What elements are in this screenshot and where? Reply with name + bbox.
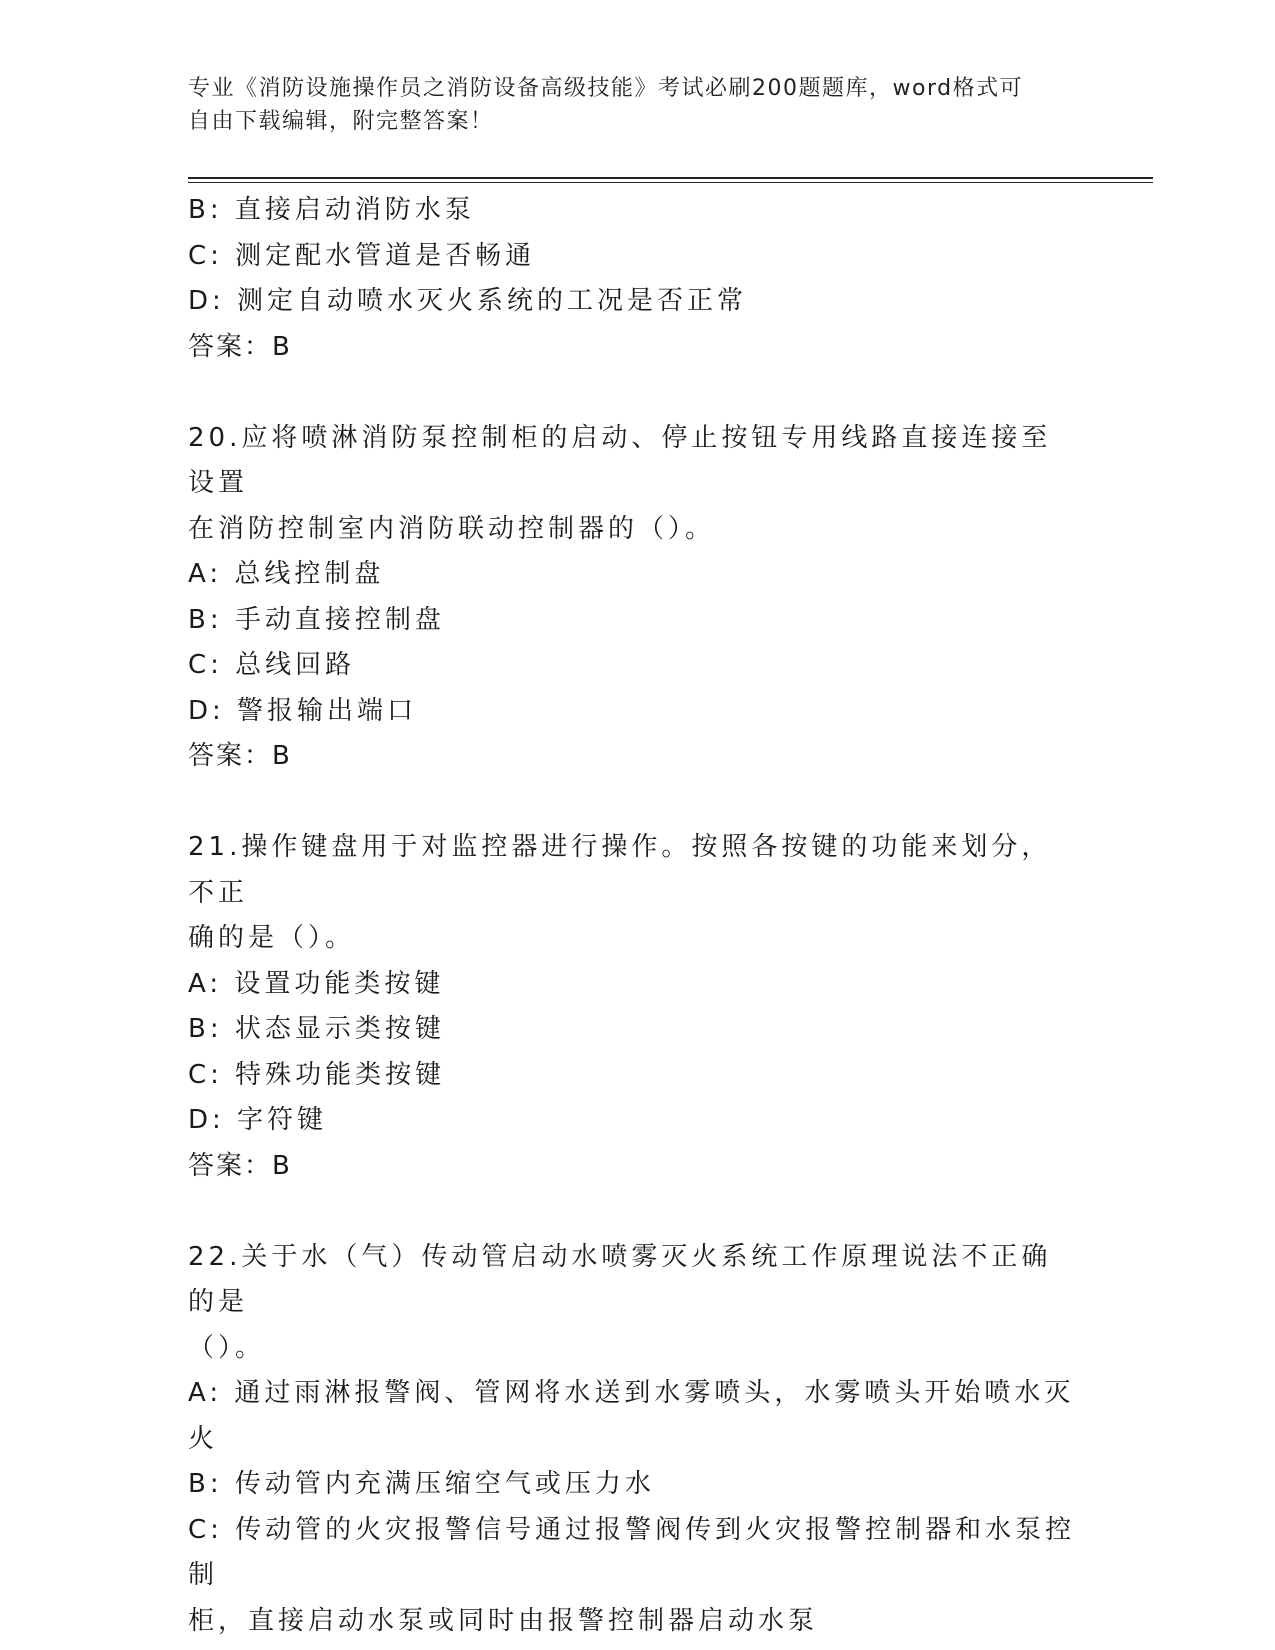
document-body (188, 188, 1078, 1644)
option-b: B: 手动直接控制盘 (188, 604, 445, 635)
answer-line: 答案：B (188, 1150, 292, 1181)
option-c-continued: 柜，直接启动水泵或同时由报警控制器启动水泵 (188, 1605, 819, 1636)
question-text-line: 在消防控制室内消防联动控制器的（）。 (188, 513, 716, 544)
header-line-2: 自由下载编辑，附完整答案！ (188, 109, 494, 134)
question-text-line: 22.关于水（气）传动管启动水喷雾灭火系统工作原理说法不正确的是 (188, 1241, 1052, 1317)
option-d: D: 测定自动喷水灭火系统的工况是否正常 (188, 286, 748, 316)
option-a: A: 设置功能类按键 (188, 968, 445, 999)
answer-line: 答案：B (188, 331, 292, 362)
question-22 (188, 1235, 1078, 1645)
option-c: C: 测定配水管道是否畅通 (188, 240, 536, 271)
question-text-line: 确的是（）。 (188, 923, 356, 953)
answer-line: 答案：B (188, 741, 292, 771)
question-20 (188, 416, 1078, 780)
option-d: D: 警报输出端口 (188, 695, 418, 726)
question-21 (188, 825, 1078, 1189)
question-text-line: （）。 (188, 1332, 266, 1363)
option-b: B: 状态显示类按键 (188, 1014, 445, 1044)
option-b: B: 传动管内充满压缩空气或压力水 (188, 1469, 655, 1499)
question-text-line: 20.应将喷淋消防泵控制柜的启动、停止按钮专用线路直接连接至设置 (188, 422, 1052, 498)
option-a: A: 总线控制盘 (188, 559, 385, 589)
option-b: B: 直接启动消防水泵 (188, 195, 475, 225)
option-c: C: 特殊功能类按键 (188, 1059, 446, 1090)
header-divider-thin (188, 182, 1153, 183)
option-c: C: 总线回路 (188, 650, 356, 680)
page-header (188, 72, 1088, 138)
header-divider-thick (188, 177, 1153, 179)
option-c: C: 传动管的火灾报警信号通过报警阀传到火灾报警控制器和水泵控制 (188, 1514, 1076, 1590)
option-d: D: 字符键 (188, 1105, 328, 1135)
previous-question-tail (188, 188, 1078, 370)
header-line-1: 专业《消防设施操作员之消防设备高级技能》考试必刷200题题库，word格式可 (188, 76, 1024, 101)
question-text-line: 21.操作键盘用于对监控器进行操作。按照各按键的功能来划分，不正 (188, 832, 1052, 908)
option-a: A: 通过雨淋报警阀、管网将水送到水雾喷头，水雾喷头开始喷水灭火 (188, 1378, 1075, 1454)
